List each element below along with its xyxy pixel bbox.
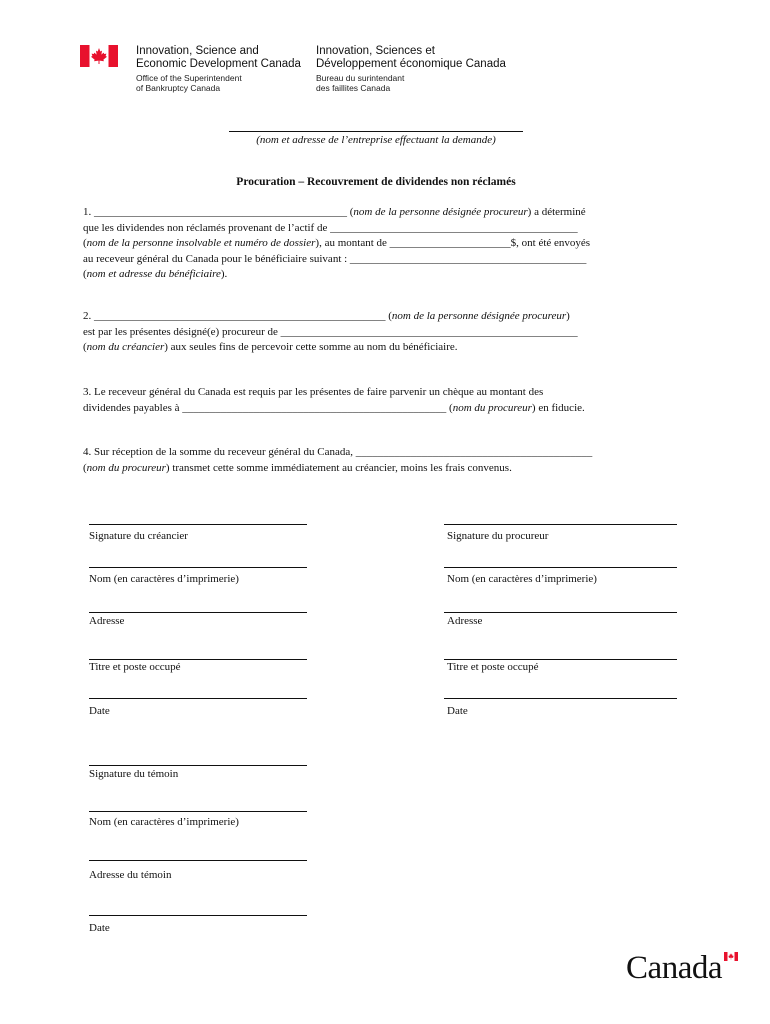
company-note: (nom et adresse de l’entreprise effectuant la demande) (256, 134, 496, 146)
paragraph-4 (83, 445, 673, 476)
creditor-title-label: Titre et poste occupé (89, 661, 181, 673)
witness-address-label: Adresse du témoin (89, 869, 172, 881)
attorney-date-line[interactable] (444, 698, 677, 699)
paragraph-4-line-1[interactable]: 4. Sur réception de la somme du receveur général du Canada, ___________________________________________ (83, 446, 593, 458)
attorney-signature-label: Signature du procureur (447, 530, 549, 542)
attorney-date-label: Date (447, 705, 468, 717)
office-name-fr-line2: des faillites Canada (316, 83, 391, 93)
company-name-line[interactable] (229, 131, 523, 132)
paragraph-1-line-1[interactable]: 1. ______________________________________________ (nom de la personne désignée procureur) a déterminé (83, 206, 586, 218)
creditor-date-label: Date (89, 705, 110, 717)
paragraph-1-line-5: (nom et adresse du bénéficiaire). (83, 268, 228, 280)
creditor-date-line[interactable] (89, 698, 307, 699)
org-name-en (136, 45, 301, 71)
creditor-signature-label: Signature du créancier (89, 530, 188, 542)
creditor-name-label: Nom (en caractères d’imprimerie) (89, 573, 239, 585)
office-name-fr (316, 73, 404, 93)
office-name-en-line1: Office of the Superintendent (136, 73, 242, 83)
creditor-address-line[interactable] (89, 612, 307, 613)
org-name-en-line1: Innovation, Science and (136, 45, 259, 57)
creditor-name-line[interactable] (89, 567, 307, 568)
office-name-en-line2: of Bankruptcy Canada (136, 83, 221, 93)
attorney-address-line[interactable] (444, 612, 677, 613)
org-name-en-line2: Economic Development Canada (136, 58, 301, 70)
creditor-title-line[interactable] (89, 659, 307, 660)
paragraph-1-line-2[interactable]: que les dividendes non réclamés provenant de l’actif de _____________________________________________ (83, 221, 578, 234)
witness-signature-label: Signature du témoin (89, 768, 179, 780)
attorney-name-label: Nom (en caractères d’imprimerie) (447, 573, 597, 585)
witness-date-label: Date (89, 922, 110, 934)
paragraph-1-line-3[interactable]: (nom de la personne insolvable et numéro de dossier), au montant de ______________________$, ont été envoyés (83, 237, 591, 249)
office-name-en (136, 73, 242, 93)
paragraph-3-line-2[interactable]: dividendes payables à ________________________________________________ (nom du procureur) en fiducie. (83, 401, 585, 414)
office-name-fr-line1: Bureau du surintendant (316, 73, 405, 83)
paragraph-4-line-2: (nom du procureur) transmet cette somme immédiatement au créancier, moins les frais convenus. (83, 461, 512, 474)
org-name-fr (316, 45, 506, 71)
canada-wordmark (626, 950, 722, 987)
paragraph-2-line-3: (nom du créancier) aux seules fins de percevoir cette somme au nom du bénéficiaire. (83, 341, 458, 353)
form-title: Procuration – Recouvrement de dividendes non réclamés (236, 176, 516, 188)
witness-signature-line[interactable] (89, 765, 307, 766)
paragraph-1-line-4[interactable]: au receveur général du Canada pour le bénéficiaire suivant : ___________________________________________ (83, 252, 587, 265)
creditor-address-label: Adresse (89, 615, 125, 627)
paragraph-3 (83, 385, 673, 416)
canada-wordmark-text: Canada (626, 950, 722, 986)
org-name-fr-line2: Développement économique Canada (316, 58, 506, 70)
witness-name-line[interactable] (89, 811, 307, 812)
attorney-title-label: Titre et poste occupé (447, 661, 539, 673)
org-name-fr-line1: Innovation, Sciences et (316, 45, 435, 57)
attorney-title-line[interactable] (444, 659, 677, 660)
witness-date-line[interactable] (89, 915, 307, 916)
witness-name-label: Nom (en caractères d’imprimerie) (89, 816, 239, 828)
witness-address-line[interactable] (89, 860, 307, 861)
attorney-signature-line[interactable] (444, 524, 677, 525)
attorney-address-label: Adresse (447, 615, 483, 627)
canada-wordmark-flag-icon (724, 952, 738, 961)
paragraph-2-line-1[interactable]: 2. _____________________________________________________ (nom de la personne désignée procureur) (83, 310, 570, 322)
paragraph-3-line-1: 3. Le receveur général du Canada est requis par les présentes de faire parvenir un chèque au montant des (83, 386, 544, 398)
attorney-name-line[interactable] (444, 567, 677, 568)
paragraph-2 (83, 309, 673, 356)
canada-flag-logo (80, 45, 118, 67)
paragraph-1 (83, 205, 673, 283)
creditor-signature-line[interactable] (89, 524, 307, 525)
paragraph-2-line-2[interactable]: est par les présentes désigné(e) procureur de ______________________________________________________ (83, 325, 578, 338)
